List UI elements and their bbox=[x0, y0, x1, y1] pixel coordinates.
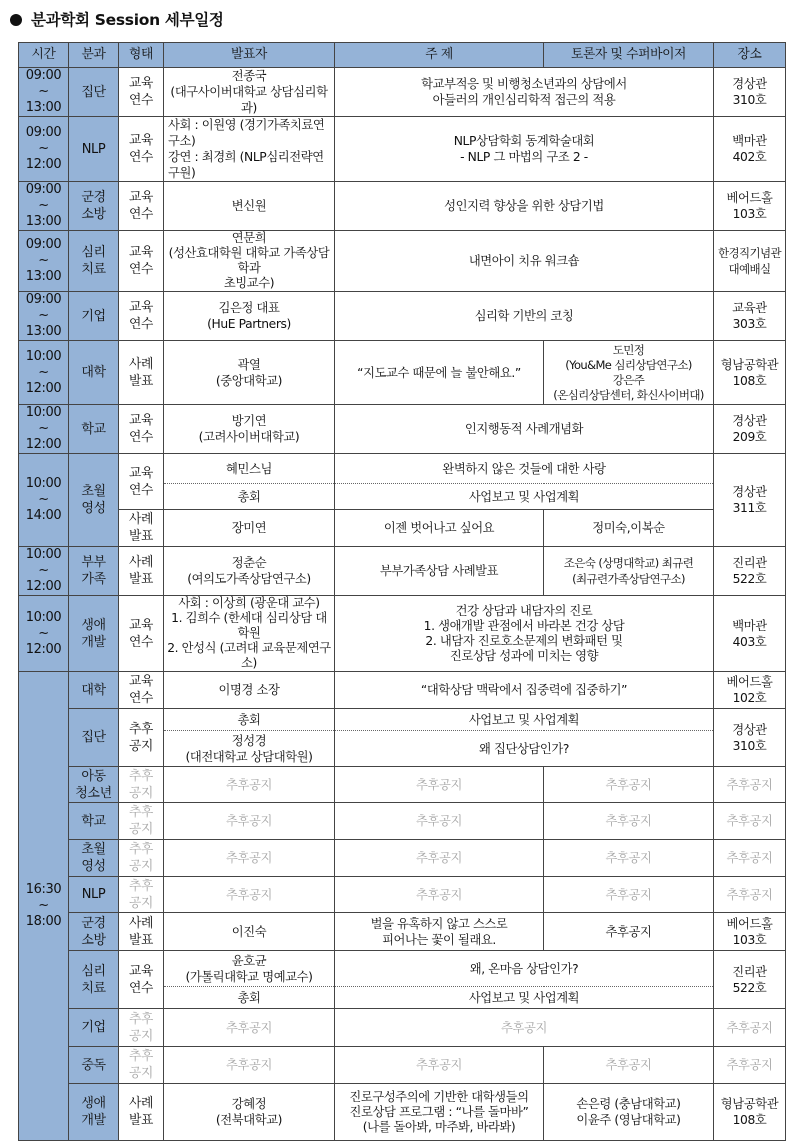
presenter-cell: 강혜정 (전북대학교) bbox=[164, 1084, 335, 1141]
table-row bbox=[19, 709, 786, 731]
division-cell: 집단 bbox=[69, 709, 119, 767]
type-cell: 추후 공지 bbox=[119, 709, 164, 767]
table-row bbox=[19, 1009, 786, 1047]
table-row bbox=[19, 1084, 786, 1141]
presenter-cell: 추후공지 bbox=[164, 840, 335, 877]
topic-cell: 사업보고 및 사업계획 bbox=[335, 709, 714, 731]
table-row bbox=[19, 292, 786, 341]
type-cell: 교육 연수 bbox=[119, 672, 164, 709]
presenter-cell: 전종국 (대구사이버대학교 상담심리학과) bbox=[164, 68, 335, 117]
presenter-cell: 이진숙 bbox=[164, 913, 335, 951]
topic-cell: 성인지력 향상을 위한 상담기법 bbox=[335, 182, 714, 231]
topic-cell: “지도교수 때문에 늘 불안해요.” bbox=[335, 341, 544, 405]
topic-cell: 이젠 벗어나고 싶어요 bbox=[335, 510, 544, 547]
division-cell: 초월 영성 bbox=[69, 454, 119, 547]
division-cell: 아동 청소년 bbox=[69, 767, 119, 803]
topic-cell: 추후공지 bbox=[335, 877, 544, 913]
type-cell: 교육 연수 bbox=[119, 231, 164, 292]
presenter-cell: 방기연 (고려사이버대학교) bbox=[164, 405, 335, 454]
presenter-cell: 윤호균 (가톨릭대학교 명예교수) bbox=[164, 951, 335, 987]
location-cell: 베어드홀 102호 bbox=[714, 672, 786, 709]
discussant-cell: 정미숙,이복순 bbox=[544, 510, 714, 547]
discussant-cell: 도민정 (You&Me 심리상담연구소) 강은주 (온심리상담센터, 화신사이버대) bbox=[544, 341, 714, 405]
location-cell: 진리관 522호 bbox=[714, 547, 786, 596]
topic-cell: 벌을 유혹하지 않고 스스로 피어나는 꽃이 될래요. bbox=[335, 913, 544, 951]
time-cell: 09:00 ~ 13:00 bbox=[19, 292, 69, 341]
topic-cell: 내면아이 치유 워크숍 bbox=[335, 231, 714, 292]
type-cell: 사례 발표 bbox=[119, 547, 164, 596]
presenter-cell: 추후공지 bbox=[164, 877, 335, 913]
bullet-icon bbox=[10, 14, 22, 26]
division-cell: 대학 bbox=[69, 672, 119, 709]
schedule-table bbox=[18, 42, 786, 1141]
topic-cell: 추후공지 bbox=[335, 803, 544, 840]
type-cell: 교육 연수 bbox=[119, 596, 164, 672]
topic-cell: 부부가족상담 사례발표 bbox=[335, 547, 544, 596]
discussant-cell: 추후공지 bbox=[544, 877, 714, 913]
topic-cell: 추후공지 bbox=[335, 840, 544, 877]
division-cell: 군경 소방 bbox=[69, 913, 119, 951]
time-cell: 16:30 ~ 18:00 bbox=[19, 672, 69, 1141]
table-row bbox=[19, 951, 786, 987]
type-cell: 교육 연수 bbox=[119, 182, 164, 231]
type-cell: 교육 연수 bbox=[119, 68, 164, 117]
location-cell: 경상관 311호 bbox=[714, 454, 786, 547]
location-cell: 추후공지 bbox=[714, 877, 786, 913]
table-row bbox=[19, 117, 786, 182]
header-division: 분과 bbox=[69, 43, 119, 68]
topic-cell: 진로구성주의에 기반한 대학생들의 진로상담 프로그램 : “나를 돌마바” (나를 돌아봐, 마주봐, 바라봐) bbox=[335, 1084, 544, 1141]
type-cell: 교육 연수 bbox=[119, 951, 164, 1009]
topic-cell: 사업보고 및 사업계획 bbox=[335, 987, 714, 1009]
presenter-cell: 추후공지 bbox=[164, 1009, 335, 1047]
type-cell: 추후 공지 bbox=[119, 803, 164, 840]
time-cell: 09:00 ~ 13:00 bbox=[19, 68, 69, 117]
header-time: 시간 bbox=[19, 43, 69, 68]
division-cell: NLP bbox=[69, 877, 119, 913]
discussant-cell: 추후공지 bbox=[544, 767, 714, 803]
type-cell: 추후 공지 bbox=[119, 1009, 164, 1047]
time-cell: 10:00 ~ 12:00 bbox=[19, 341, 69, 405]
presenter-cell: 곽열 (중앙대학교) bbox=[164, 341, 335, 405]
location-cell: 교육관 303호 bbox=[714, 292, 786, 341]
header-location: 장소 bbox=[714, 43, 786, 68]
table-row bbox=[19, 547, 786, 596]
topic-cell: “대학상담 맥락에서 집중력에 집중하기” bbox=[335, 672, 714, 709]
presenter-cell: 총회 bbox=[164, 709, 335, 731]
location-cell: 형남공학관 108호 bbox=[714, 341, 786, 405]
type-cell: 사례 발표 bbox=[119, 510, 164, 547]
division-cell: 생애 개발 bbox=[69, 1084, 119, 1141]
presenter-cell: 정성경 (대전대학교 상담대학원) bbox=[164, 731, 335, 767]
topic-cell: 왜, 온마음 상담인가? bbox=[335, 951, 714, 987]
topic-cell: 왜 집단상담인가? bbox=[335, 731, 714, 767]
presenter-cell: 추후공지 bbox=[164, 767, 335, 803]
topic-cell: 사업보고 및 사업계획 bbox=[335, 484, 714, 510]
division-cell: 기업 bbox=[69, 292, 119, 341]
table-row bbox=[19, 231, 786, 292]
presenter-cell: 총회 bbox=[164, 484, 335, 510]
division-cell: 심리 치료 bbox=[69, 231, 119, 292]
location-cell: 경상관 310호 bbox=[714, 709, 786, 767]
type-cell: 추후 공지 bbox=[119, 877, 164, 913]
type-cell: 사례 발표 bbox=[119, 1084, 164, 1141]
division-cell: 대학 bbox=[69, 341, 119, 405]
location-cell: 추후공지 bbox=[714, 767, 786, 803]
presenter-cell: 총회 bbox=[164, 987, 335, 1009]
time-cell: 10:00 ~ 12:00 bbox=[19, 405, 69, 454]
division-cell: 학교 bbox=[69, 803, 119, 840]
time-cell: 09:00 ~ 13:00 bbox=[19, 182, 69, 231]
type-cell: 교육 연수 bbox=[119, 117, 164, 182]
table-row bbox=[19, 672, 786, 709]
table-row bbox=[19, 1047, 786, 1084]
presenter-cell: 연문희 (성산효대학원 대학교 가족상담학과 초빙교수) bbox=[164, 231, 335, 292]
table-row bbox=[19, 182, 786, 231]
discussant-cell: 추후공지 bbox=[544, 1047, 714, 1084]
topic-cell: 완벽하지 않은 것들에 대한 사랑 bbox=[335, 454, 714, 484]
type-cell: 추후 공지 bbox=[119, 840, 164, 877]
table-row bbox=[19, 510, 786, 547]
location-cell: 한경직기념관 대예배실 bbox=[714, 231, 786, 292]
topic-cell: 추후공지 bbox=[335, 1047, 544, 1084]
discussant-cell: 추후공지 bbox=[544, 840, 714, 877]
time-cell: 10:00 ~ 14:00 bbox=[19, 454, 69, 547]
header-topic: 주 제 bbox=[335, 43, 544, 68]
presenter-cell: 혜민스님 bbox=[164, 454, 335, 484]
discussant-cell: 추후공지 bbox=[544, 803, 714, 840]
location-cell: 베어드홀 103호 bbox=[714, 913, 786, 951]
type-cell: 교육 연수 bbox=[119, 292, 164, 341]
table-row bbox=[19, 803, 786, 840]
time-cell: 09:00 ~ 13:00 bbox=[19, 231, 69, 292]
presenter-cell: 이명경 소장 bbox=[164, 672, 335, 709]
presenter-cell: 정춘순 (여의도가족상담연구소) bbox=[164, 547, 335, 596]
type-cell: 사례 발표 bbox=[119, 341, 164, 405]
location-cell: 추후공지 bbox=[714, 840, 786, 877]
page-title bbox=[10, 8, 224, 30]
topic-cell: NLP상담학회 동계학술대회 - NLP 그 마법의 구조 2 - bbox=[335, 117, 714, 182]
location-cell: 진리관 522호 bbox=[714, 951, 786, 1009]
table-row bbox=[19, 596, 786, 672]
type-cell: 사례 발표 bbox=[119, 913, 164, 951]
location-cell: 경상관 209호 bbox=[714, 405, 786, 454]
type-cell: 교육 연수 bbox=[119, 405, 164, 454]
presenter-cell: 장미연 bbox=[164, 510, 335, 547]
header-presenter: 발표자 bbox=[164, 43, 335, 68]
division-cell: 기업 bbox=[69, 1009, 119, 1047]
type-cell: 추후 공지 bbox=[119, 767, 164, 803]
presenter-cell: 사회 : 이상희 (광운대 교수) 1. 김희수 (한세대 심리상담 대학원 2. 안성식 (고려대 교육문제연구소) bbox=[164, 596, 335, 672]
location-cell: 추후공지 bbox=[714, 803, 786, 840]
header-row bbox=[19, 43, 786, 68]
presenter-cell: 추후공지 bbox=[164, 1047, 335, 1084]
table-row bbox=[19, 341, 786, 405]
division-cell: 초월 영성 bbox=[69, 840, 119, 877]
type-cell: 교육 연수 bbox=[119, 454, 164, 510]
topic-cell: 추후공지 bbox=[335, 767, 544, 803]
table-row bbox=[19, 405, 786, 454]
presenter-cell: 변신원 bbox=[164, 182, 335, 231]
presenter-cell: 사회 : 이원영 (경기가족치료연구소) 강연 : 최경희 (NLP심리전략연구원) bbox=[164, 117, 335, 182]
table-row bbox=[19, 767, 786, 803]
division-cell: 중독 bbox=[69, 1047, 119, 1084]
division-cell: 군경 소방 bbox=[69, 182, 119, 231]
discussant-cell: 추후공지 bbox=[544, 913, 714, 951]
division-cell: 학교 bbox=[69, 405, 119, 454]
location-cell: 형남공학관 108호 bbox=[714, 1084, 786, 1141]
table-row bbox=[19, 840, 786, 877]
location-cell: 백마관 403호 bbox=[714, 596, 786, 672]
topic-cell: 추후공지 bbox=[335, 1009, 714, 1047]
presenter-cell: 추후공지 bbox=[164, 803, 335, 840]
time-cell: 10:00 ~ 12:00 bbox=[19, 547, 69, 596]
location-cell: 베어드홀 103호 bbox=[714, 182, 786, 231]
topic-cell: 학교부적응 및 비행청소년과의 상담에서 아들러의 개인심리학적 접근의 적용 bbox=[335, 68, 714, 117]
division-cell: 집단 bbox=[69, 68, 119, 117]
location-cell: 추후공지 bbox=[714, 1047, 786, 1084]
table-row bbox=[19, 454, 786, 484]
topic-cell: 심리학 기반의 코칭 bbox=[335, 292, 714, 341]
time-cell: 10:00 ~ 12:00 bbox=[19, 596, 69, 672]
division-cell: 부부 가족 bbox=[69, 547, 119, 596]
header-discussant: 토론자 및 수퍼바이저 bbox=[544, 43, 714, 68]
time-cell: 09:00 ~ 12:00 bbox=[19, 117, 69, 182]
table-row bbox=[19, 877, 786, 913]
topic-cell: 건강 상담과 내담자의 진로 1. 생애개발 관점에서 바라본 건강 상담 2. 내담자 진로호소문제의 변화패턴 및 진로상담 성과에 미치는 영향 bbox=[335, 596, 714, 672]
location-cell: 백마관 402호 bbox=[714, 117, 786, 182]
header-type: 형태 bbox=[119, 43, 164, 68]
type-cell: 추후 공지 bbox=[119, 1047, 164, 1084]
division-cell: 생애 개발 bbox=[69, 596, 119, 672]
division-cell: NLP bbox=[69, 117, 119, 182]
title-text: 분과학회 Session 세부일정 bbox=[31, 11, 224, 29]
location-cell: 경상관 310호 bbox=[714, 68, 786, 117]
discussant-cell: 손은령 (충남대학교) 이윤주 (영남대학교) bbox=[544, 1084, 714, 1141]
division-cell: 심리 치료 bbox=[69, 951, 119, 1009]
table-row bbox=[19, 68, 786, 117]
discussant-cell: 조은숙 (상명대학교) 최규련 (최규련가족상담연구소) bbox=[544, 547, 714, 596]
table-row bbox=[19, 913, 786, 951]
presenter-cell: 김은정 대표 (HuE Partners) bbox=[164, 292, 335, 341]
location-cell: 추후공지 bbox=[714, 1009, 786, 1047]
topic-cell: 인지행동적 사례개념화 bbox=[335, 405, 714, 454]
